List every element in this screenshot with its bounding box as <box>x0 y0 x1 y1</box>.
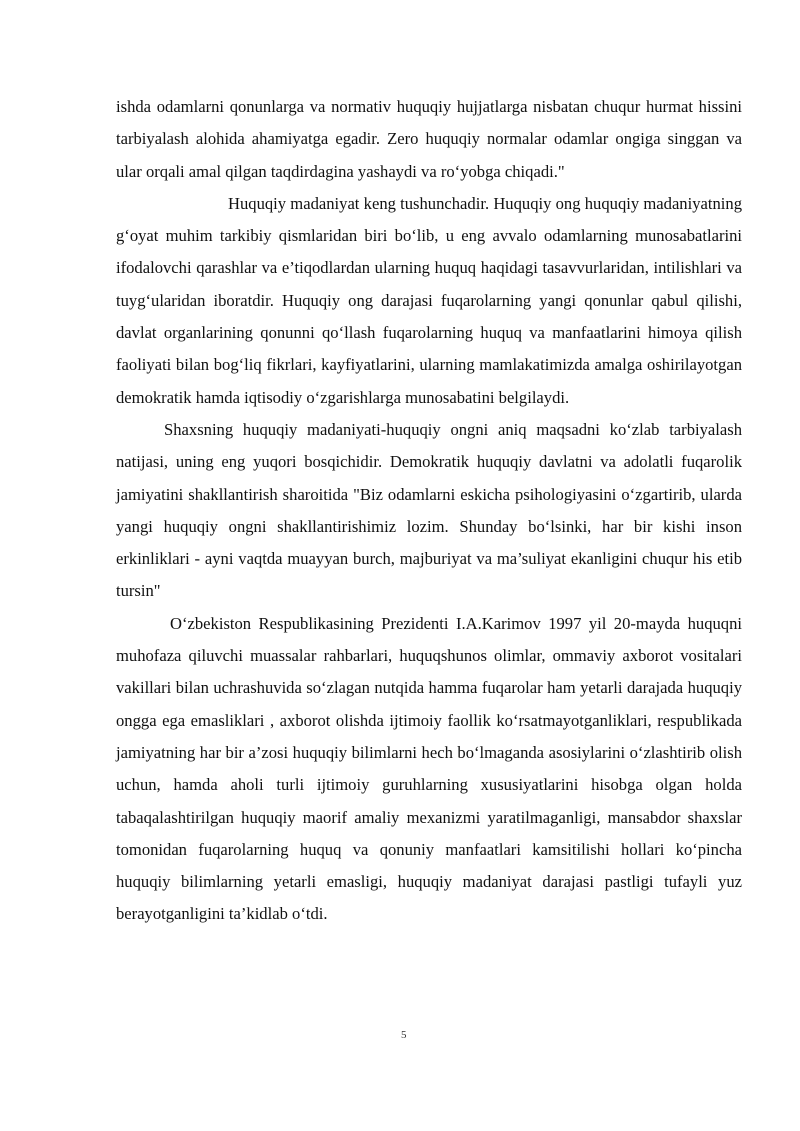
paragraph-3: Shaxsning huquqiy madaniyati-huquqiy ongni aniq maqsadni ko‘zlab tarbiyalash natijasi, uning eng yuqori bosqichidir. Demokratik huquqiy davlatni va adolatli fuqarolik jamiyatini shakllantirish sharoitida "Biz odamlarni eskicha psihologiyasini o‘zgartirib, ularda yangi huquqiy ongni shakllantirishimiz lozim. Shunday bo‘lsinki, har bir kishi inson erkinliklari - ayni vaqtda muayyan burch, majburiyat va ma’suliyat ekanligini chuqur his etib tursin" <box>116 419 742 601</box>
paragraph-2: Huquqiy madaniyat keng tushunchadir. Huquqiy ong huquqiy madaniyatning g‘oyat muhim tarkibiy qismlaridan biri bo‘lib, u eng avvalo odamlarning munosabatlarini ifodalovchi qarashlar va e’tiqodlardan ularning huquq haqidagi tasavvurlaridan, intilishlari va tuyg‘ularidan iboratdir. Huquqiy ong darajasi fuqarolarning yangi qonunlar qabul qilishi, davlat organlarining qonunni qo‘llash fuqarolarning huquq va manfaatlarini himoya qilish faoliyati bilan bog‘liq fikrlari, kayfiyatlarini, ularning mamlakatimizda amalga oshirilayotgan demokratik hamda iqtisodiy o‘zgarishlarga munosabatini belgilaydi. <box>116 193 742 407</box>
paragraph-4: O‘zbekiston Respublikasining Prezidenti I.A.Karimov 1997 yil 20-mayda huquqni muhofaza qiluvchi muassalar rahbarlari, huquqshunos olimlar, ommaviy axborot vositalari vakillari bilan uchrashuvida so‘zlagan nutqida hamma fuqarolar ham yetarli darajada huquqiy ongga ega emasliklari , axborot olishda ijtimoiy faollik ko‘rsatmayotganliklari, respublikada jamiyatning har bir a’zosi huquqiy bilimlarni hech bo‘lmaganda asosiylarini o‘zlashtirib olish uchun, hamda aholi turli ijtimoiy guruhlarning xususiyatlarini hisobga olgan holda tabaqalashtirilgan huquqiy maorif amaliy mexanizmi yaratilmaganligi, mansabdor shaxslar tomonidan fuqarolarning huquq va qonuniy manfaatlari kamsitilishi hollari ko‘pincha huquqiy bilimlarning yetarli emasligi, huquqiy madaniyat darajasi pastligi tufayli yuz berayotganligini ta’kidlab o‘tdi. <box>116 613 742 924</box>
page-number: 5 <box>401 1029 407 1041</box>
body-text <box>116 91 742 931</box>
paragraph-1: ishda odamlarni qonunlarga va normativ huquqiy hujjatlarga nisbatan chuqur hurmat hissini tarbiyalash alohida ahamiyatga egadir. Zero huquqiy normalar odamlar ongiga singgan va ular orqali amal qilgan taqdirdagina yashaydi va ro‘yobga chiqadi." <box>116 97 742 181</box>
